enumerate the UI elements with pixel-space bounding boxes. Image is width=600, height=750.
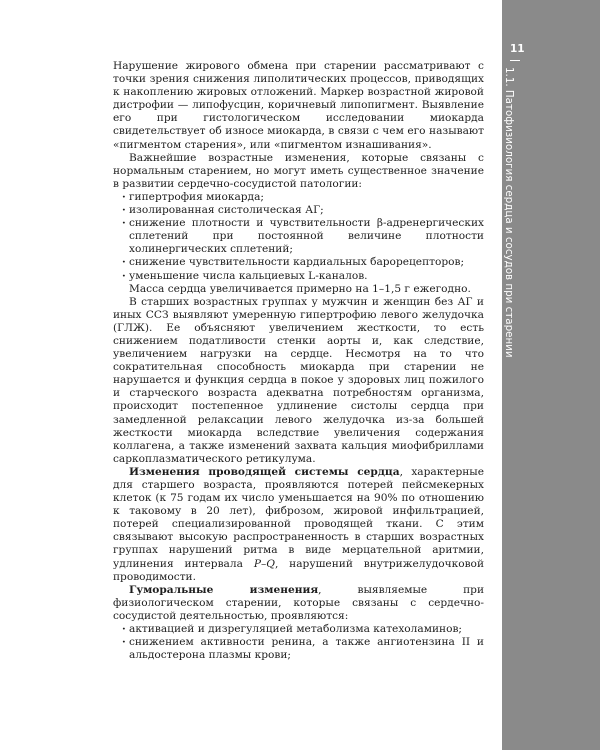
age-changes-list [113,191,484,283]
paragraph-age-changes-intro: Важнейшие возрастные изменения, которые связаны с нормальным старением, но могут иметь существенное значение в развитии сердечно-сосудистой патологии: [113,151,484,190]
paragraph-lv-hypertrophy: В старших возрастных группах у мужчин и женщин без АГ и иных ССЗ выявляют умеренную гипертрофию левого желудочка (ГЛЖ). Ее объясняют увеличением жесткости, то есть снижением податливости стенки аорты и, как следствие, увеличением нагрузки на сердце. Несмотря на то что сократительная способность миокарда при старении не нарушается и функция сердца в покое у здоровых лиц пожилого и старческого возраста адекватна потребностям организма, происходит постепенное удлинение систолы сердца при замедленной релаксации левого желудочка из-за большей жесткости миокарда вследствие увеличения содержания коллагена, а также изменений захвата кальция миофибриллами саркоплазматического ретикулума. [113,295,484,465]
humoral-changes-list [113,623,484,662]
running-head: 1.1. Патофизиология сердца и сосудов при старении [503,67,515,358]
page-body [113,60,484,662]
paragraph-heart-mass: Масса сердца увеличивается примерно на 1–1,5 г ежегодно. [129,282,471,295]
conduction-heading: Изменения проводящей системы сердца [129,465,400,478]
pq-interval: P–Q [253,557,275,570]
list-item: · уменьшение числа кальциевых L-каналов. [122,270,484,283]
list-item: · снижение чувствительности кардиальных барорецепторов; [122,256,484,269]
paragraph-humoral-changes: Гуморальные изменения, выявляемые при физиологическом старении, которые связаны с сердечно-сосудистой деятельностью, проявляются: [113,583,484,622]
list-item: · активацией и дизрегуляцией метаболизма катехоламинов; [122,623,484,636]
paragraph-lipid-metabolism: Нарушение жирового обмена при старении рассматривают с точки зрения снижения липолитических процессов, приводящих к накоплению жировых отложений. Маркер возрастной жировой дистрофии — липофусцин, коричневый липопигмент. Выявление его при гистологическом исследовании миокарда свидетельствует об износе миокарда, в связи с чем его называют «пигментом старения», или «пигментом изнашивания». [113,60,484,151]
humoral-heading: Гуморальные изменения [129,583,319,596]
paragraph-conduction-changes: Изменения проводящей системы сердца, характерные для старшего возраста, проявляются потерей пейсмекерных клеток (к 75 годам их число уменьшается на 90% по отношению к таковому в 20 лет), фиброзом, жировой инфильтрацией, потерей специализированной проводящей ткани. С этим связывают высокую распространенность в старших возрастных группах нарушений ритма в виде мерцательной аритмии, удлинения интервала P–Q, нарушений внутрижелудочковой проводимости. [113,465,485,583]
list-item: · гипертрофия миокарда; [122,191,484,204]
list-item: · изолированная систолическая АГ; [122,204,484,217]
list-item: · снижением активности ренина, а также ангиотензина II и альдостерона плазмы крови; [122,636,484,662]
list-item: · снижение плотности и чувствительности β-адренергических сплетений при постоянной величине плотности холинергических сплетений; [122,217,484,256]
page-number: 11 [510,43,525,55]
side-tab [502,0,600,750]
tab-divider [510,60,520,61]
